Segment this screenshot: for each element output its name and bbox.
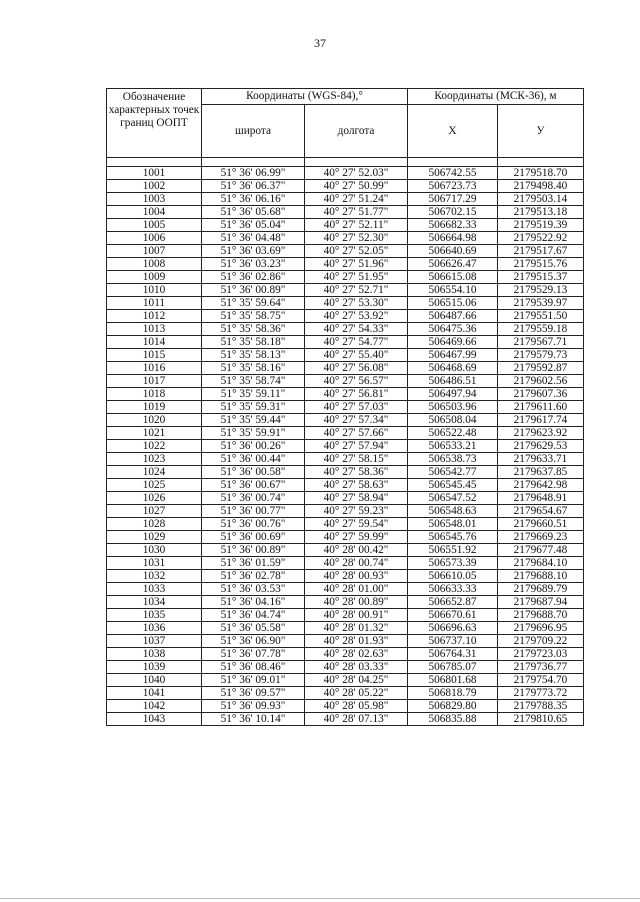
header-longitude: долгота	[305, 105, 408, 158]
point-id-cell: 1039	[107, 661, 202, 674]
table-row	[107, 336, 584, 349]
y-cell: 2179498.40	[498, 180, 584, 193]
y-cell: 2179551.50	[498, 310, 584, 323]
x-cell: 506503.96	[408, 401, 498, 414]
x-cell: 506737.10	[408, 635, 498, 648]
latitude-cell: 51° 36' 02.86"	[202, 271, 305, 284]
longitude-cell: 40° 27' 52.05"	[305, 245, 408, 258]
y-cell: 2179709.22	[498, 635, 584, 648]
y-cell: 2179648.91	[498, 492, 584, 505]
x-cell: 506548.63	[408, 505, 498, 518]
x-cell: 506469.66	[408, 336, 498, 349]
y-cell: 2179689.79	[498, 583, 584, 596]
longitude-cell: 40° 27' 56.08"	[305, 362, 408, 375]
longitude-cell: 40° 27' 57.34"	[305, 414, 408, 427]
longitude-cell: 40° 28' 02.63"	[305, 648, 408, 661]
point-id-cell: 1030	[107, 544, 202, 557]
latitude-cell: 51° 35' 58.36"	[202, 323, 305, 336]
y-cell: 2179696.95	[498, 622, 584, 635]
longitude-cell: 40° 28' 00.42"	[305, 544, 408, 557]
table-row	[107, 466, 584, 479]
point-id-cell: 1021	[107, 427, 202, 440]
point-id-cell: 1022	[107, 440, 202, 453]
x-cell: 506522.48	[408, 427, 498, 440]
y-cell: 2179617.74	[498, 414, 584, 427]
latitude-cell: 51° 35' 59.64"	[202, 297, 305, 310]
longitude-cell: 40° 27' 50.99"	[305, 180, 408, 193]
x-cell: 506640.69	[408, 245, 498, 258]
latitude-cell: 51° 36' 01.59"	[202, 557, 305, 570]
longitude-cell: 40° 27' 58.36"	[305, 466, 408, 479]
latitude-cell: 51° 35' 58.13"	[202, 349, 305, 362]
longitude-cell: 40° 27' 51.95"	[305, 271, 408, 284]
x-cell: 506487.66	[408, 310, 498, 323]
table-row	[107, 167, 584, 180]
y-cell: 2179642.98	[498, 479, 584, 492]
y-cell: 2179607.36	[498, 388, 584, 401]
point-id-cell: 1006	[107, 232, 202, 245]
y-cell: 2179754.70	[498, 674, 584, 687]
x-cell: 506615.08	[408, 271, 498, 284]
table-row	[107, 583, 584, 596]
latitude-cell: 51° 36' 00.67"	[202, 479, 305, 492]
latitude-cell: 51° 36' 04.16"	[202, 596, 305, 609]
y-cell: 2179522.92	[498, 232, 584, 245]
page-number: 37	[314, 36, 326, 50]
longitude-cell: 40° 28' 05.98"	[305, 700, 408, 713]
x-cell: 506764.31	[408, 648, 498, 661]
longitude-cell: 40° 28' 00.74"	[305, 557, 408, 570]
table-row	[107, 518, 584, 531]
y-cell: 2179529.13	[498, 284, 584, 297]
table-row	[107, 544, 584, 557]
point-id-cell: 1002	[107, 180, 202, 193]
y-cell: 2179515.37	[498, 271, 584, 284]
latitude-cell: 51° 35' 59.31"	[202, 401, 305, 414]
longitude-cell: 40° 27' 57.03"	[305, 401, 408, 414]
point-id-cell: 1040	[107, 674, 202, 687]
y-cell: 2179736.77	[498, 661, 584, 674]
table-row	[107, 557, 584, 570]
table-row	[107, 609, 584, 622]
latitude-cell: 51° 36' 09.57"	[202, 687, 305, 700]
point-id-cell: 1028	[107, 518, 202, 531]
bottom-edge-line	[0, 898, 640, 899]
x-cell: 506723.73	[408, 180, 498, 193]
table-row	[107, 700, 584, 713]
longitude-cell: 40° 27' 51.96"	[305, 258, 408, 271]
table-row	[107, 323, 584, 336]
latitude-cell: 51° 35' 58.74"	[202, 375, 305, 388]
latitude-cell: 51° 36' 10.14"	[202, 713, 305, 726]
point-id-cell: 1027	[107, 505, 202, 518]
table-row	[107, 687, 584, 700]
table-row	[107, 401, 584, 414]
x-cell: 506533.21	[408, 440, 498, 453]
point-id-cell: 1033	[107, 583, 202, 596]
table-row	[107, 570, 584, 583]
longitude-cell: 40° 27' 53.92"	[305, 310, 408, 323]
latitude-cell: 51° 36' 06.16"	[202, 193, 305, 206]
point-id-cell: 1010	[107, 284, 202, 297]
latitude-cell: 51° 35' 58.16"	[202, 362, 305, 375]
longitude-cell: 40° 28' 01.93"	[305, 635, 408, 648]
longitude-cell: 40° 27' 58.15"	[305, 453, 408, 466]
point-id-cell: 1043	[107, 713, 202, 726]
table-row	[107, 531, 584, 544]
table-row	[107, 505, 584, 518]
x-cell: 506475.36	[408, 323, 498, 336]
y-cell: 2179660.51	[498, 518, 584, 531]
x-cell: 506829.80	[408, 700, 498, 713]
latitude-cell: 51° 36' 03.23"	[202, 258, 305, 271]
x-cell: 506742.55	[408, 167, 498, 180]
point-id-cell: 1005	[107, 219, 202, 232]
point-id-cell: 1014	[107, 336, 202, 349]
point-id-cell: 1017	[107, 375, 202, 388]
point-id-cell: 1003	[107, 193, 202, 206]
header-latitude: широта	[202, 105, 305, 158]
y-cell: 2179579.73	[498, 349, 584, 362]
longitude-cell: 40° 27' 54.33"	[305, 323, 408, 336]
table-row	[107, 284, 584, 297]
table-row	[107, 596, 584, 609]
table-body	[107, 167, 584, 726]
header-y: У	[498, 105, 584, 158]
table-row	[107, 219, 584, 232]
x-cell: 506652.87	[408, 596, 498, 609]
point-id-cell: 1009	[107, 271, 202, 284]
x-cell: 506573.39	[408, 557, 498, 570]
longitude-cell: 40° 27' 59.99"	[305, 531, 408, 544]
y-cell: 2179773.72	[498, 687, 584, 700]
table-row	[107, 271, 584, 284]
point-id-cell: 1007	[107, 245, 202, 258]
table-row	[107, 453, 584, 466]
latitude-cell: 51° 35' 59.91"	[202, 427, 305, 440]
x-cell: 506468.69	[408, 362, 498, 375]
longitude-cell: 40° 27' 52.71"	[305, 284, 408, 297]
coordinates-table	[106, 88, 584, 726]
point-id-cell: 1004	[107, 206, 202, 219]
point-id-cell: 1026	[107, 492, 202, 505]
y-cell: 2179515.76	[498, 258, 584, 271]
longitude-cell: 40° 28' 00.93"	[305, 570, 408, 583]
point-id-cell: 1029	[107, 531, 202, 544]
header-wgs84: Координаты (WGS-84),°	[202, 89, 408, 105]
point-id-cell: 1037	[107, 635, 202, 648]
header-point-designation: Обозначение характерных точек границ ООПТ	[107, 89, 202, 158]
table-row	[107, 440, 584, 453]
y-cell: 2179518.70	[498, 167, 584, 180]
table-row	[107, 258, 584, 271]
latitude-cell: 51° 36' 00.76"	[202, 518, 305, 531]
x-cell: 506664.98	[408, 232, 498, 245]
y-cell: 2179513.18	[498, 206, 584, 219]
longitude-cell: 40° 27' 53.30"	[305, 297, 408, 310]
table-row	[107, 349, 584, 362]
y-cell: 2179539.97	[498, 297, 584, 310]
y-cell: 2179687.94	[498, 596, 584, 609]
point-id-cell: 1016	[107, 362, 202, 375]
latitude-cell: 51° 36' 03.69"	[202, 245, 305, 258]
header-msk36: Координаты (МСК-36), м	[408, 89, 584, 105]
x-cell: 506835.88	[408, 713, 498, 726]
table-row	[107, 375, 584, 388]
latitude-cell: 51° 36' 02.78"	[202, 570, 305, 583]
y-cell: 2179592.87	[498, 362, 584, 375]
latitude-cell: 51° 36' 09.01"	[202, 674, 305, 687]
y-cell: 2179684.10	[498, 557, 584, 570]
x-cell: 506801.68	[408, 674, 498, 687]
latitude-cell: 51° 36' 06.90"	[202, 635, 305, 648]
longitude-cell: 40° 28' 01.32"	[305, 622, 408, 635]
table-row	[107, 245, 584, 258]
table-row	[107, 427, 584, 440]
y-cell: 2179688.10	[498, 570, 584, 583]
y-cell: 2179688.70	[498, 609, 584, 622]
latitude-cell: 51° 36' 05.68"	[202, 206, 305, 219]
point-id-cell: 1023	[107, 453, 202, 466]
y-cell: 2179723.03	[498, 648, 584, 661]
point-id-cell: 1024	[107, 466, 202, 479]
table-row	[107, 713, 584, 726]
table-row	[107, 635, 584, 648]
longitude-cell: 40° 27' 57.94"	[305, 440, 408, 453]
y-cell: 2179602.56	[498, 375, 584, 388]
y-cell: 2179503.14	[498, 193, 584, 206]
longitude-cell: 40° 28' 07.13"	[305, 713, 408, 726]
table-header	[107, 89, 584, 167]
longitude-cell: 40° 27' 52.11"	[305, 219, 408, 232]
longitude-cell: 40° 28' 03.33"	[305, 661, 408, 674]
longitude-cell: 40° 27' 55.40"	[305, 349, 408, 362]
y-cell: 2179629.53	[498, 440, 584, 453]
latitude-cell: 51° 36' 00.58"	[202, 466, 305, 479]
table-row	[107, 388, 584, 401]
table-row	[107, 206, 584, 219]
y-cell: 2179623.92	[498, 427, 584, 440]
x-cell: 506717.29	[408, 193, 498, 206]
table-row	[107, 297, 584, 310]
latitude-cell: 51° 36' 07.78"	[202, 648, 305, 661]
longitude-cell: 40° 27' 52.30"	[305, 232, 408, 245]
longitude-cell: 40° 27' 54.77"	[305, 336, 408, 349]
longitude-cell: 40° 27' 59.23"	[305, 505, 408, 518]
latitude-cell: 51° 35' 59.44"	[202, 414, 305, 427]
x-cell: 506548.01	[408, 518, 498, 531]
y-cell: 2179810.65	[498, 713, 584, 726]
table-row	[107, 414, 584, 427]
latitude-cell: 51° 35' 58.75"	[202, 310, 305, 323]
x-cell: 506633.33	[408, 583, 498, 596]
point-id-cell: 1011	[107, 297, 202, 310]
point-id-cell: 1034	[107, 596, 202, 609]
longitude-cell: 40° 28' 04.25"	[305, 674, 408, 687]
point-id-cell: 1019	[107, 401, 202, 414]
table-row	[107, 193, 584, 206]
latitude-cell: 51° 36' 09.93"	[202, 700, 305, 713]
point-id-cell: 1041	[107, 687, 202, 700]
y-cell: 2179677.48	[498, 544, 584, 557]
latitude-cell: 51° 36' 00.74"	[202, 492, 305, 505]
table-row	[107, 674, 584, 687]
longitude-cell: 40° 28' 00.89"	[305, 596, 408, 609]
longitude-cell: 40° 27' 56.57"	[305, 375, 408, 388]
table-row	[107, 362, 584, 375]
latitude-cell: 51° 36' 06.37"	[202, 180, 305, 193]
x-cell: 506542.77	[408, 466, 498, 479]
x-cell: 506702.15	[408, 206, 498, 219]
longitude-cell: 40° 27' 56.81"	[305, 388, 408, 401]
longitude-cell: 40° 27' 58.63"	[305, 479, 408, 492]
point-id-cell: 1042	[107, 700, 202, 713]
latitude-cell: 51° 36' 05.58"	[202, 622, 305, 635]
point-id-cell: 1001	[107, 167, 202, 180]
x-cell: 506538.73	[408, 453, 498, 466]
longitude-cell: 40° 27' 51.24"	[305, 193, 408, 206]
x-cell: 506545.45	[408, 479, 498, 492]
point-id-cell: 1015	[107, 349, 202, 362]
table-row	[107, 622, 584, 635]
point-id-cell: 1012	[107, 310, 202, 323]
latitude-cell: 51° 36' 05.04"	[202, 219, 305, 232]
y-cell: 2179611.60	[498, 401, 584, 414]
y-cell: 2179567.71	[498, 336, 584, 349]
latitude-cell: 51° 36' 00.44"	[202, 453, 305, 466]
point-id-cell: 1020	[107, 414, 202, 427]
point-id-cell: 1018	[107, 388, 202, 401]
latitude-cell: 51° 36' 04.74"	[202, 609, 305, 622]
x-cell: 506785.07	[408, 661, 498, 674]
x-cell: 506554.10	[408, 284, 498, 297]
latitude-cell: 51° 36' 08.46"	[202, 661, 305, 674]
latitude-cell: 51° 35' 59.11"	[202, 388, 305, 401]
y-cell: 2179559.18	[498, 323, 584, 336]
point-id-cell: 1008	[107, 258, 202, 271]
x-cell: 506545.76	[408, 531, 498, 544]
longitude-cell: 40° 27' 57.66"	[305, 427, 408, 440]
longitude-cell: 40° 28' 05.22"	[305, 687, 408, 700]
latitude-cell: 51° 36' 00.89"	[202, 544, 305, 557]
point-id-cell: 1025	[107, 479, 202, 492]
longitude-cell: 40° 27' 59.54"	[305, 518, 408, 531]
longitude-cell: 40° 27' 52.03"	[305, 167, 408, 180]
y-cell: 2179633.71	[498, 453, 584, 466]
x-cell: 506515.06	[408, 297, 498, 310]
point-id-cell: 1032	[107, 570, 202, 583]
longitude-cell: 40° 28' 00.91"	[305, 609, 408, 622]
point-id-cell: 1036	[107, 622, 202, 635]
x-cell: 506818.79	[408, 687, 498, 700]
y-cell: 2179669.23	[498, 531, 584, 544]
latitude-cell: 51° 36' 00.69"	[202, 531, 305, 544]
x-cell: 506682.33	[408, 219, 498, 232]
x-cell: 506670.61	[408, 609, 498, 622]
x-cell: 506610.05	[408, 570, 498, 583]
latitude-cell: 51° 36' 00.77"	[202, 505, 305, 518]
x-cell: 506497.94	[408, 388, 498, 401]
latitude-cell: 51° 36' 04.48"	[202, 232, 305, 245]
longitude-cell: 40° 27' 58.94"	[305, 492, 408, 505]
y-cell: 2179654.67	[498, 505, 584, 518]
table-row	[107, 648, 584, 661]
point-id-cell: 1013	[107, 323, 202, 336]
longitude-cell: 40° 27' 51.77"	[305, 206, 408, 219]
latitude-cell: 51° 36' 03.53"	[202, 583, 305, 596]
x-cell: 506467.99	[408, 349, 498, 362]
x-cell: 506696.63	[408, 622, 498, 635]
y-cell: 2179519.39	[498, 219, 584, 232]
latitude-cell: 51° 36' 00.89"	[202, 284, 305, 297]
latitude-cell: 51° 36' 06.99"	[202, 167, 305, 180]
point-id-cell: 1035	[107, 609, 202, 622]
header-x: X	[408, 105, 498, 158]
y-cell: 2179788.35	[498, 700, 584, 713]
latitude-cell: 51° 36' 00.26"	[202, 440, 305, 453]
latitude-cell: 51° 35' 58.18"	[202, 336, 305, 349]
x-cell: 506486.51	[408, 375, 498, 388]
point-id-cell: 1031	[107, 557, 202, 570]
x-cell: 506508.04	[408, 414, 498, 427]
table-row	[107, 661, 584, 674]
header-spacer-row	[107, 158, 584, 167]
table-row	[107, 479, 584, 492]
table-row	[107, 492, 584, 505]
table-row	[107, 232, 584, 245]
y-cell: 2179517.67	[498, 245, 584, 258]
table-row	[107, 180, 584, 193]
y-cell: 2179637.85	[498, 466, 584, 479]
x-cell: 506551.92	[408, 544, 498, 557]
point-id-cell: 1038	[107, 648, 202, 661]
table-row	[107, 310, 584, 323]
x-cell: 506626.47	[408, 258, 498, 271]
x-cell: 506547.52	[408, 492, 498, 505]
longitude-cell: 40° 28' 01.00"	[305, 583, 408, 596]
